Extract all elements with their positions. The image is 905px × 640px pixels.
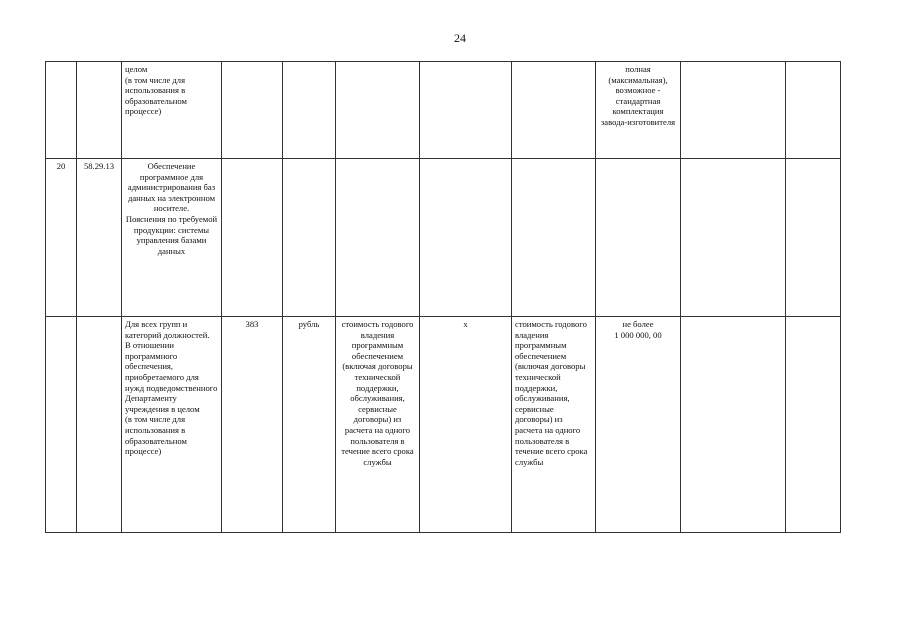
value-cell: х bbox=[420, 317, 512, 533]
extra-cell-2 bbox=[786, 317, 841, 533]
characteristic-cell bbox=[336, 62, 420, 159]
okei-code-cell bbox=[222, 62, 283, 159]
characteristic-cell: стоимость годового владения программным обеспечением (включая договоры технической поддержки, обслуживания, сервисные договоры) из расчета на одного пользователя в течение всего срока службы bbox=[336, 317, 420, 533]
name-cell: целом (в том числе для использования в образовательном процессе) bbox=[122, 62, 222, 159]
name-cell: Обеспечение программное для администрирования баз данных на электронном носителе. Пояснения по требуемой продукции: системы управления базами данных bbox=[122, 159, 222, 317]
okei-code-cell: 383 bbox=[222, 317, 283, 533]
extra-cell-1 bbox=[681, 159, 786, 317]
code-cell: 58.29.13 bbox=[77, 159, 122, 317]
extra-cell-2 bbox=[786, 159, 841, 317]
extra-cell-1 bbox=[681, 62, 786, 159]
code-cell bbox=[77, 62, 122, 159]
extra-cell-1 bbox=[681, 317, 786, 533]
characteristic-2-cell: стоимость годового владения программным обеспечением (включая договоры технической поддержки, обслуживания, сервисные договоры) из расчета на одного пользователя в течение всего срока службы bbox=[512, 317, 596, 533]
value-2-cell bbox=[596, 159, 681, 317]
characteristic-cell bbox=[336, 159, 420, 317]
row-number-cell bbox=[46, 317, 77, 533]
row-number-cell bbox=[46, 62, 77, 159]
page-number: 24 bbox=[454, 31, 466, 45]
name-cell: Для всех групп и категорий должностей. В отношении программного обеспечения, приобретаемого для нужд подведомственного Департаменту учреждения в целом (в том числе для использования в образовательном процессе) bbox=[122, 317, 222, 533]
table-row bbox=[46, 62, 841, 159]
value-2-cell: не более 1 000 000, 00 bbox=[596, 317, 681, 533]
table-row bbox=[46, 159, 841, 317]
okei-unit-cell bbox=[283, 62, 336, 159]
okei-unit-cell bbox=[283, 159, 336, 317]
characteristic-2-cell bbox=[512, 62, 596, 159]
row-number-cell: 20 bbox=[46, 159, 77, 317]
value-2-cell: полная (максимальная), возможное - стандартная комплектация завода-изготовителя bbox=[596, 62, 681, 159]
okei-code-cell bbox=[222, 159, 283, 317]
value-cell bbox=[420, 62, 512, 159]
okei-unit-cell: рубль bbox=[283, 317, 336, 533]
characteristic-2-cell bbox=[512, 159, 596, 317]
table-row bbox=[46, 317, 841, 533]
requirements-table bbox=[45, 61, 841, 533]
extra-cell-2 bbox=[786, 62, 841, 159]
code-cell bbox=[77, 317, 122, 533]
value-cell bbox=[420, 159, 512, 317]
